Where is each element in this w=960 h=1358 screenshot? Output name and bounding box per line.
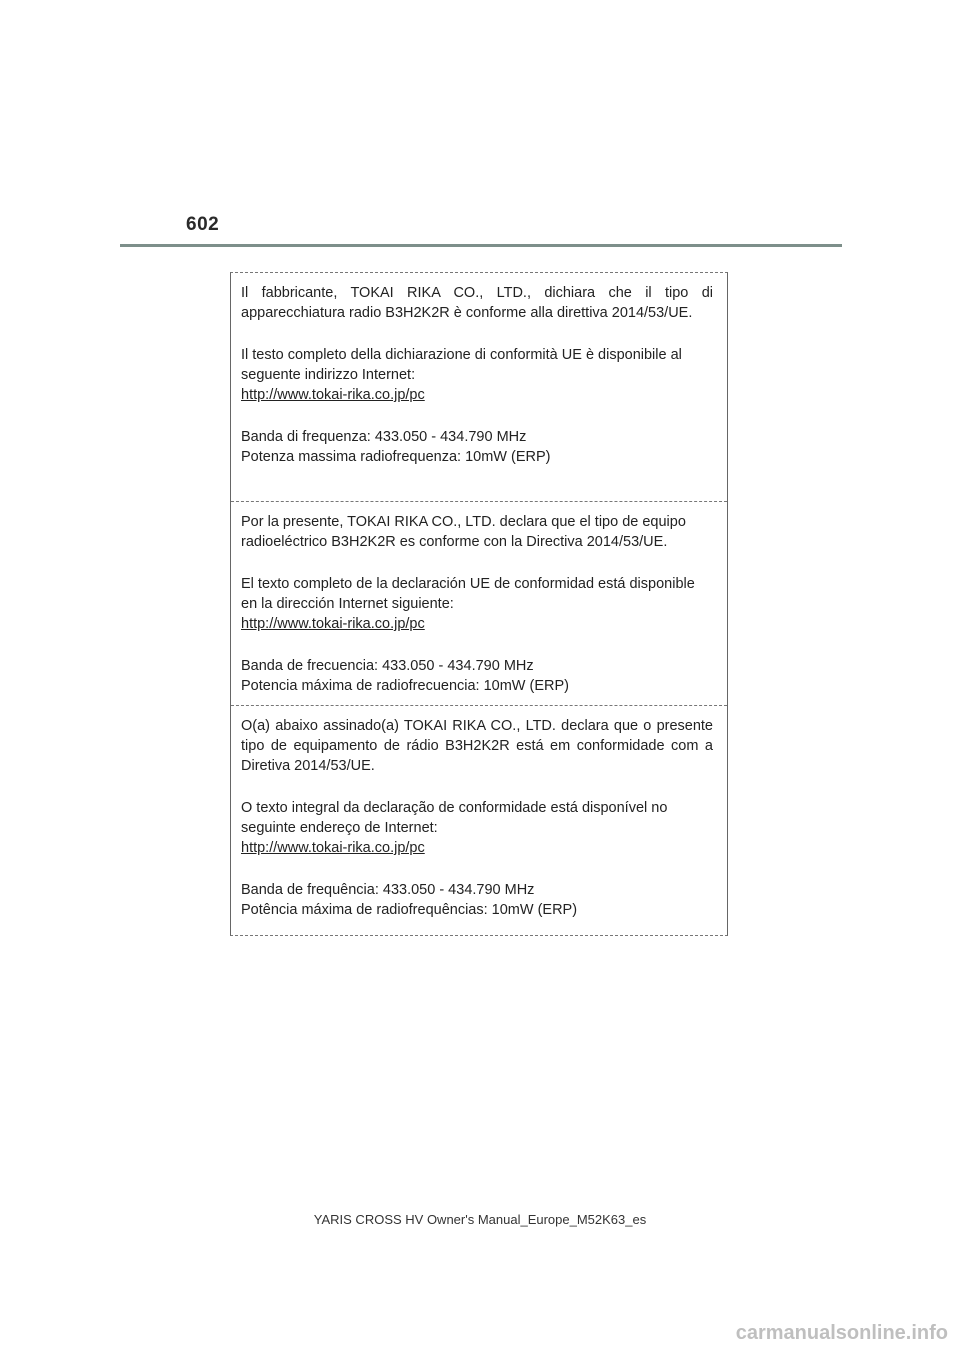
italian-full-text-intro: Il testo completo della dichiarazione di conformità UE è disponibile al seguente indirizzo Internet: <box>241 347 682 383</box>
portuguese-max-power: Potência máxima de radiofrequências: 10mW (ERP) <box>241 902 578 918</box>
footer-manual-title: YARIS CROSS HV Owner's Manual_Europe_M52K63_es <box>313 1212 647 1227</box>
italian-declaration: Il fabbricante, TOKAI RIKA CO., LTD., dichiara che il tipo di apparecchiatura radio B3H2K2R è conforme alla direttiva 2014/53/UE. <box>241 285 713 321</box>
section-spanish <box>231 501 727 703</box>
section-portuguese <box>231 705 727 935</box>
page-number: 602 <box>186 214 220 235</box>
portuguese-full-text-intro: O texto integral da declaração de conformidade está disponível no seguinte endereço de Internet: <box>241 800 668 836</box>
portuguese-declaration: O(a) abaixo assinado(a) TOKAI RIKA CO., LTD. declara que o presente tipo de equipamento de rádio B3H2K2R está em conformidade com a Diretiva 2014/53/UE. <box>241 718 713 774</box>
spanish-full-text-intro: El texto completo de la declaración UE de conformidad está disponible en la dirección Internet siguiente: <box>241 576 695 612</box>
spanish-specs <box>241 656 713 696</box>
spanish-full-text-block <box>241 574 713 634</box>
italian-link[interactable]: http://www.tokai-rika.co.jp/pc <box>241 387 425 403</box>
spanish-max-power: Potencia máxima de radiofrecuencia: 10mW (ERP) <box>241 678 569 694</box>
section-italian <box>231 273 727 499</box>
italian-frequency-band: Banda di frequenza: 433.050 - 434.790 MHz <box>241 429 527 445</box>
spanish-frequency-band: Banda de frecuencia: 433.050 - 434.790 MHz <box>241 658 534 674</box>
italian-max-power: Potenza massima radiofrequenza: 10mW (ERP) <box>241 449 551 465</box>
watermark: carmanualsonline.info <box>735 1322 948 1344</box>
spanish-link[interactable]: http://www.tokai-rika.co.jp/pc <box>241 616 425 632</box>
declaration-of-conformity-box <box>230 272 728 936</box>
portuguese-link[interactable]: http://www.tokai-rika.co.jp/pc <box>241 840 425 856</box>
italian-full-text-block <box>241 345 713 405</box>
spanish-declaration: Por la presente, TOKAI RIKA CO., LTD. declara que el tipo de equipo radioeléctrico B3H2K2R es conforme con la Directiva 2014/53/UE. <box>241 514 686 550</box>
portuguese-specs <box>241 880 713 920</box>
header-rule <box>120 244 842 247</box>
italian-specs <box>241 427 713 467</box>
portuguese-frequency-band: Banda de frequência: 433.050 - 434.790 MHz <box>241 882 535 898</box>
portuguese-full-text-block <box>241 798 713 858</box>
